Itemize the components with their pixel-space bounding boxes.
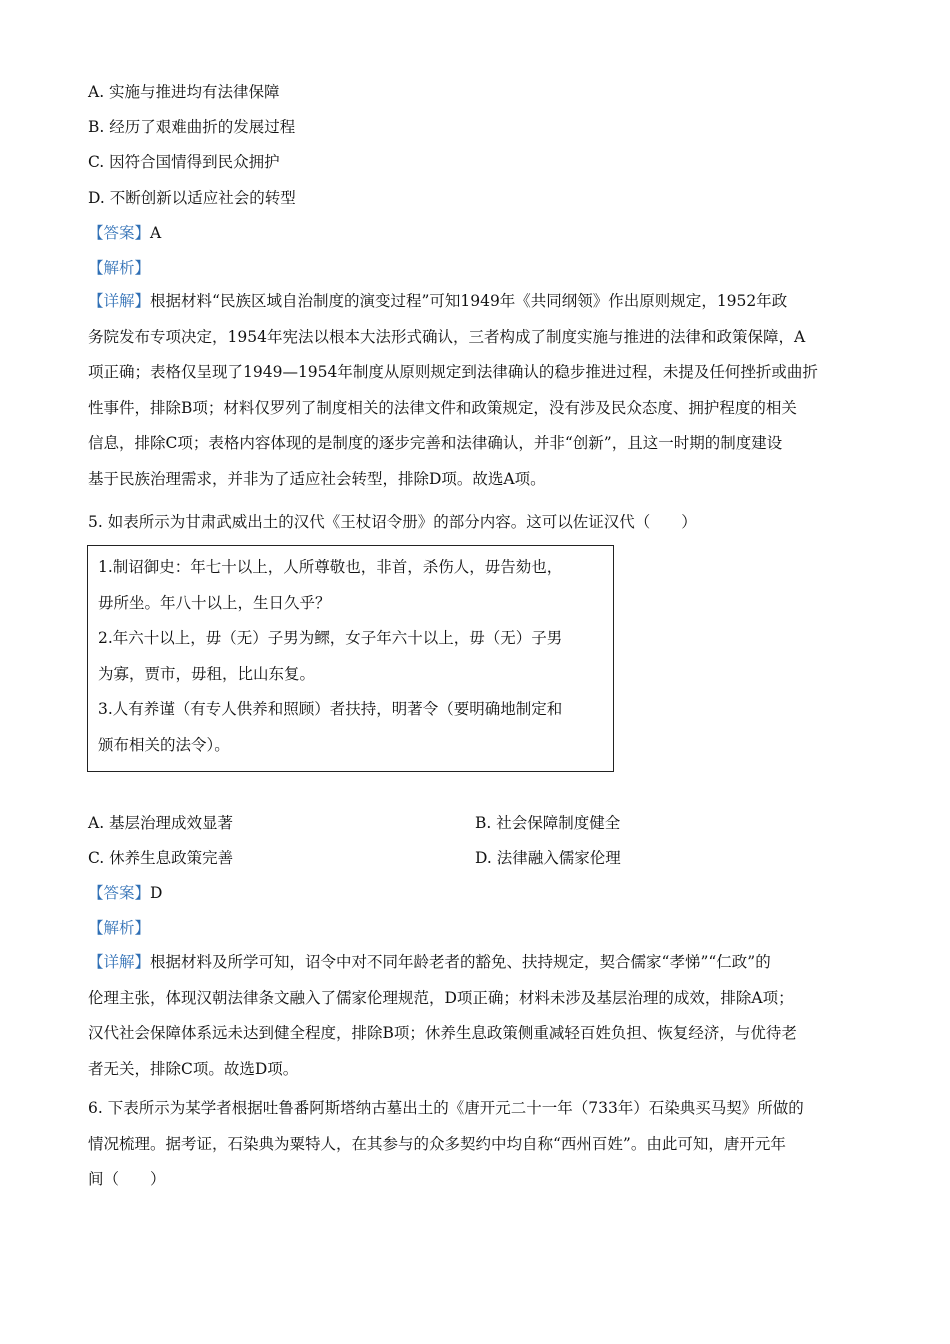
q4-answer-tag: 【答案】 bbox=[88, 224, 151, 242]
q4-detail-line: 务院发布专项决定，1954年宪法以根本大法形式确认，三者构成了制度实施与推进的法律和政策保障，A bbox=[88, 327, 806, 346]
q6-stem-line: 情况梳理。据考证，石染典为粟特人，在其参与的众多契约中均自称“西州百姓”。由此可知，唐开元年 bbox=[88, 1134, 786, 1153]
q5-material-line: 1.制诏御史：年七十以上，人所尊敬也，非首，杀伤人，毋告劾也， bbox=[98, 558, 563, 576]
q4-option-d: D. 不断创新以适应社会的转型 bbox=[88, 189, 296, 207]
q5-option-c: C. 休养生息政策完善 bbox=[88, 849, 234, 867]
q5-material-line: 毋所坐。年八十以上，生日久乎？ bbox=[98, 593, 331, 612]
q5-material-line: 颁布相关的法令）。 bbox=[98, 735, 230, 754]
q6-stem-line: 6. 下表所示为某学者根据吐鲁番阿斯塔纳古墓出土的《唐开元二十一年（733年）石染典买马契》所做的 bbox=[88, 1099, 804, 1117]
q5-material-line: 为寡，贾市，毋租，比山东复。 bbox=[98, 664, 316, 683]
q5-option-b: B. 社会保障制度健全 bbox=[475, 814, 621, 832]
q4-detail bbox=[88, 284, 858, 497]
q5-detail-line: 伦理主张，体现汉朝法律条文融入了儒家伦理规范，D项正确；材料未涉及基层治理的成效，排除A项； bbox=[88, 988, 794, 1007]
q6-stem-line: 间（ ） bbox=[88, 1170, 166, 1188]
q5-option-a: A. 基层治理成效显著 bbox=[88, 814, 234, 832]
q5-answer-value: D bbox=[150, 884, 163, 902]
q5-material-box bbox=[87, 545, 614, 772]
q5-analysis-tag: 【解析】 bbox=[88, 919, 151, 937]
q5-detail-line: 汉代社会保障体系远未达到健全程度，排除B项；休养生息政策侧重减轻百姓负担、恢复经济，与优待老 bbox=[88, 1024, 797, 1042]
q4-option-b: B. 经历了艰难曲折的发展过程 bbox=[88, 118, 296, 136]
q4-analysis-tag: 【解析】 bbox=[88, 259, 151, 277]
q5-detail-tag: 【详解】 bbox=[88, 953, 151, 971]
q5-answer bbox=[88, 883, 162, 903]
q4-answer-value: A bbox=[150, 224, 162, 242]
q4-detail-tag: 【详解】 bbox=[88, 292, 151, 310]
q4-detail-line: 基于民族治理需求，并非为了适应社会转型，排除D项。故选A项。 bbox=[88, 469, 546, 488]
q4-option-a: A. 实施与推进均有法律保障 bbox=[88, 83, 280, 101]
q4-detail-line: 【详解】根据材料“民族区域自治制度的演变过程”可知1949年《共同纲领》作出原则规定，1952年政 bbox=[88, 292, 788, 310]
q5-option-d: D. 法律融入儒家伦理 bbox=[475, 849, 621, 867]
q4-detail-line: 项正确；表格仅呈现了1949—1954年制度从原则规定到法律确认的稳步推进过程，未提及任何挫折或曲折 bbox=[88, 363, 818, 381]
q4-answer bbox=[88, 223, 161, 243]
q5-detail-line: 者无关，排除C项。故选D项。 bbox=[88, 1059, 299, 1078]
q4-option-c: C. 因符合国情得到民众拥护 bbox=[88, 153, 280, 171]
q5-material-line: 3.人有养谨（有专人供养和照顾）者扶持，明著令（要明确地制定和 bbox=[98, 700, 563, 718]
q4-detail-line: 性事件，排除B项；材料仅罗列了制度相关的法律文件和政策规定，没有涉及民众态度、拥护程度的相关 bbox=[88, 398, 797, 417]
q5-detail bbox=[88, 945, 858, 1087]
q5-material-line: 2.年六十以上，毋（无）子男为鳏，女子年六十以上，毋（无）子男 bbox=[98, 629, 563, 647]
q4-detail-line: 信息，排除C项；表格内容体现的是制度的逐步完善和法律确认，并非“创新”，且这一时期的制度建设 bbox=[88, 434, 783, 452]
q5-answer-tag: 【答案】 bbox=[88, 884, 151, 902]
q6-stem bbox=[88, 1091, 858, 1198]
q5-detail-line: 【详解】根据材料及所学可知，诏令中对不同年龄老者的豁免、扶持规定，契合儒家“孝悌”“仁政”的 bbox=[88, 953, 771, 971]
q5-stem: 5. 如表所示为甘肃武威出土的汉代《王杖诏令册》的部分内容。这可以佐证汉代（ ） bbox=[88, 513, 697, 531]
